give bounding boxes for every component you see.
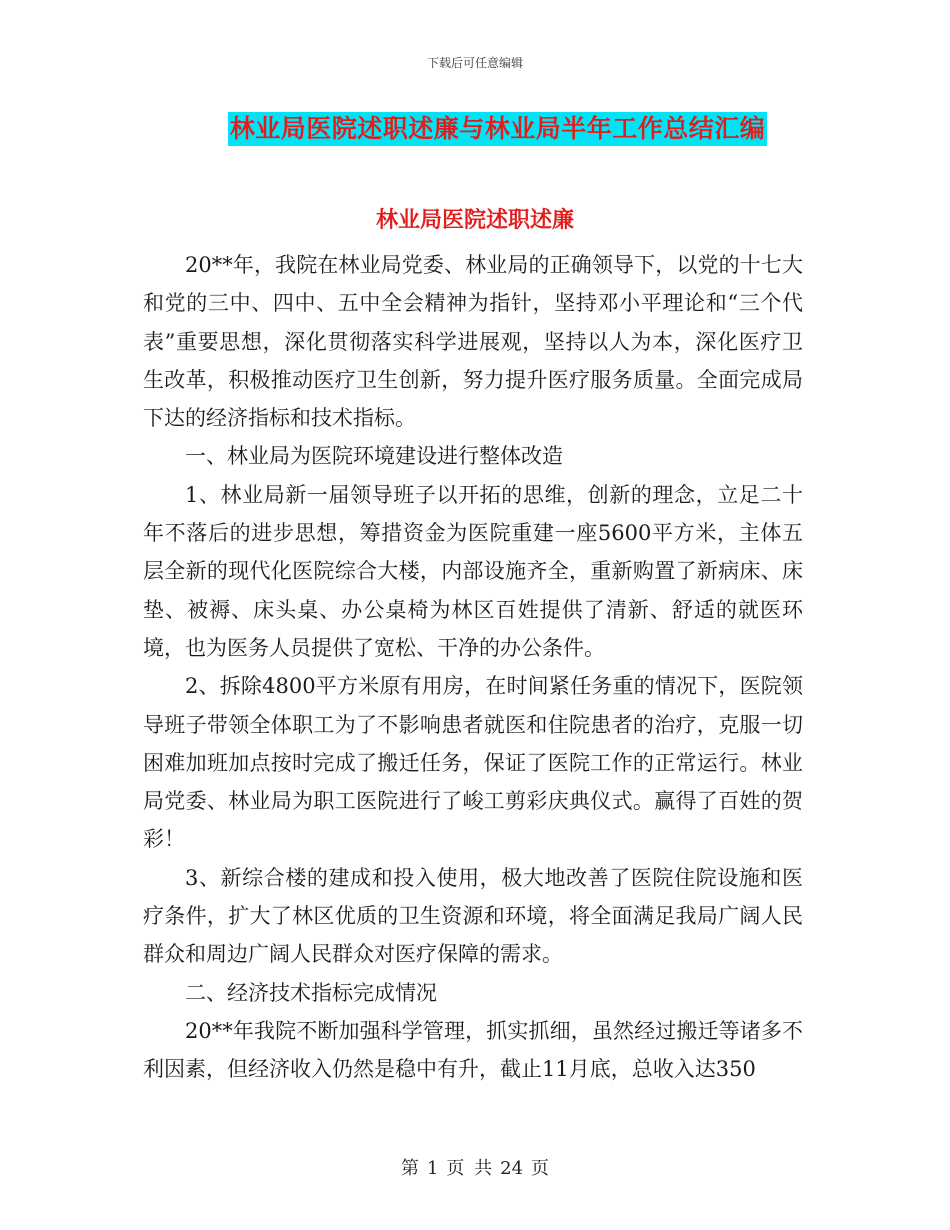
paragraph: 20**年我院不断加强科学管理，抓实抓细，虽然经过搬迁等诸多不利因素，但经济收入仍然是稳中有升，截止11月底，总收入达350 (143, 1018, 803, 1082)
page-footer (0, 1154, 950, 1180)
main-title-wrap (0, 112, 950, 146)
header-note: 下载后可任意编辑 (426, 56, 523, 70)
paragraph: 20**年，我院在林业局党委、林业局的正确领导下，以党的十七大和党的三中、四中、五中全会精神为指针，坚持邓小平理论和“三个代表”重要思想，深化贯彻落实科学进展观，坚持以人为本，深化医疗卫生改革，积极推动医疗卫生创新，努力提升医疗服务质量。全面完成局下达的经济指标和技术指标。 (143, 253, 803, 431)
footer-suffix: 页 (531, 1158, 550, 1179)
paragraph: 一、林业局为医院环境建设进行整体改造 (185, 444, 563, 469)
paragraph: 2、拆除4800平方米原有用房，在时间紧任务重的情况下，医院领导班子带领全体职工为了不影响患者就医和住院患者的治疗，克服一切困难加班加点按时完成了搬迁任务，保证了医院工作的正常运行。林业局党委、林业局为职工医院进行了峻工剪彩庆典仪式。赢得了百姓的贺彩！ (143, 674, 803, 852)
footer-prefix: 第 (400, 1158, 419, 1179)
paragraph: 1、林业局新一届领导班子以开拓的思维，创新的理念，立足二十年不落后的进步思想，筹措资金为医院重建一座5600平方米，主体五层全新的现代化医院综合大楼，内部设施齐全，重新购置了新病床、床垫、被褥、床头桌、办公桌椅为林区百姓提供了清新、舒适的就医环境，也为医务人员提供了宽松、干净的办公条件。 (143, 482, 803, 660)
page-total: 24 (500, 1158, 524, 1179)
document-title: 林业局医院述职述廉与林业局半年工作总结汇编 (228, 112, 768, 146)
section-title: 林业局医院述职述廉 (375, 208, 574, 233)
paragraph: 二、经济技术指标完成情况 (185, 980, 437, 1005)
footer-middle: 页 共 (446, 1158, 493, 1179)
page-number: 1 (426, 1158, 439, 1179)
body-text (143, 246, 803, 1089)
paragraph: 3、新综合楼的建成和投入使用，极大地改善了医院住院设施和医疗条件，扩大了林区优质的卫生资源和环境，将全面满足我局广阔人民群众和周边广阔人民群众对医疗保障的需求。 (143, 865, 803, 967)
